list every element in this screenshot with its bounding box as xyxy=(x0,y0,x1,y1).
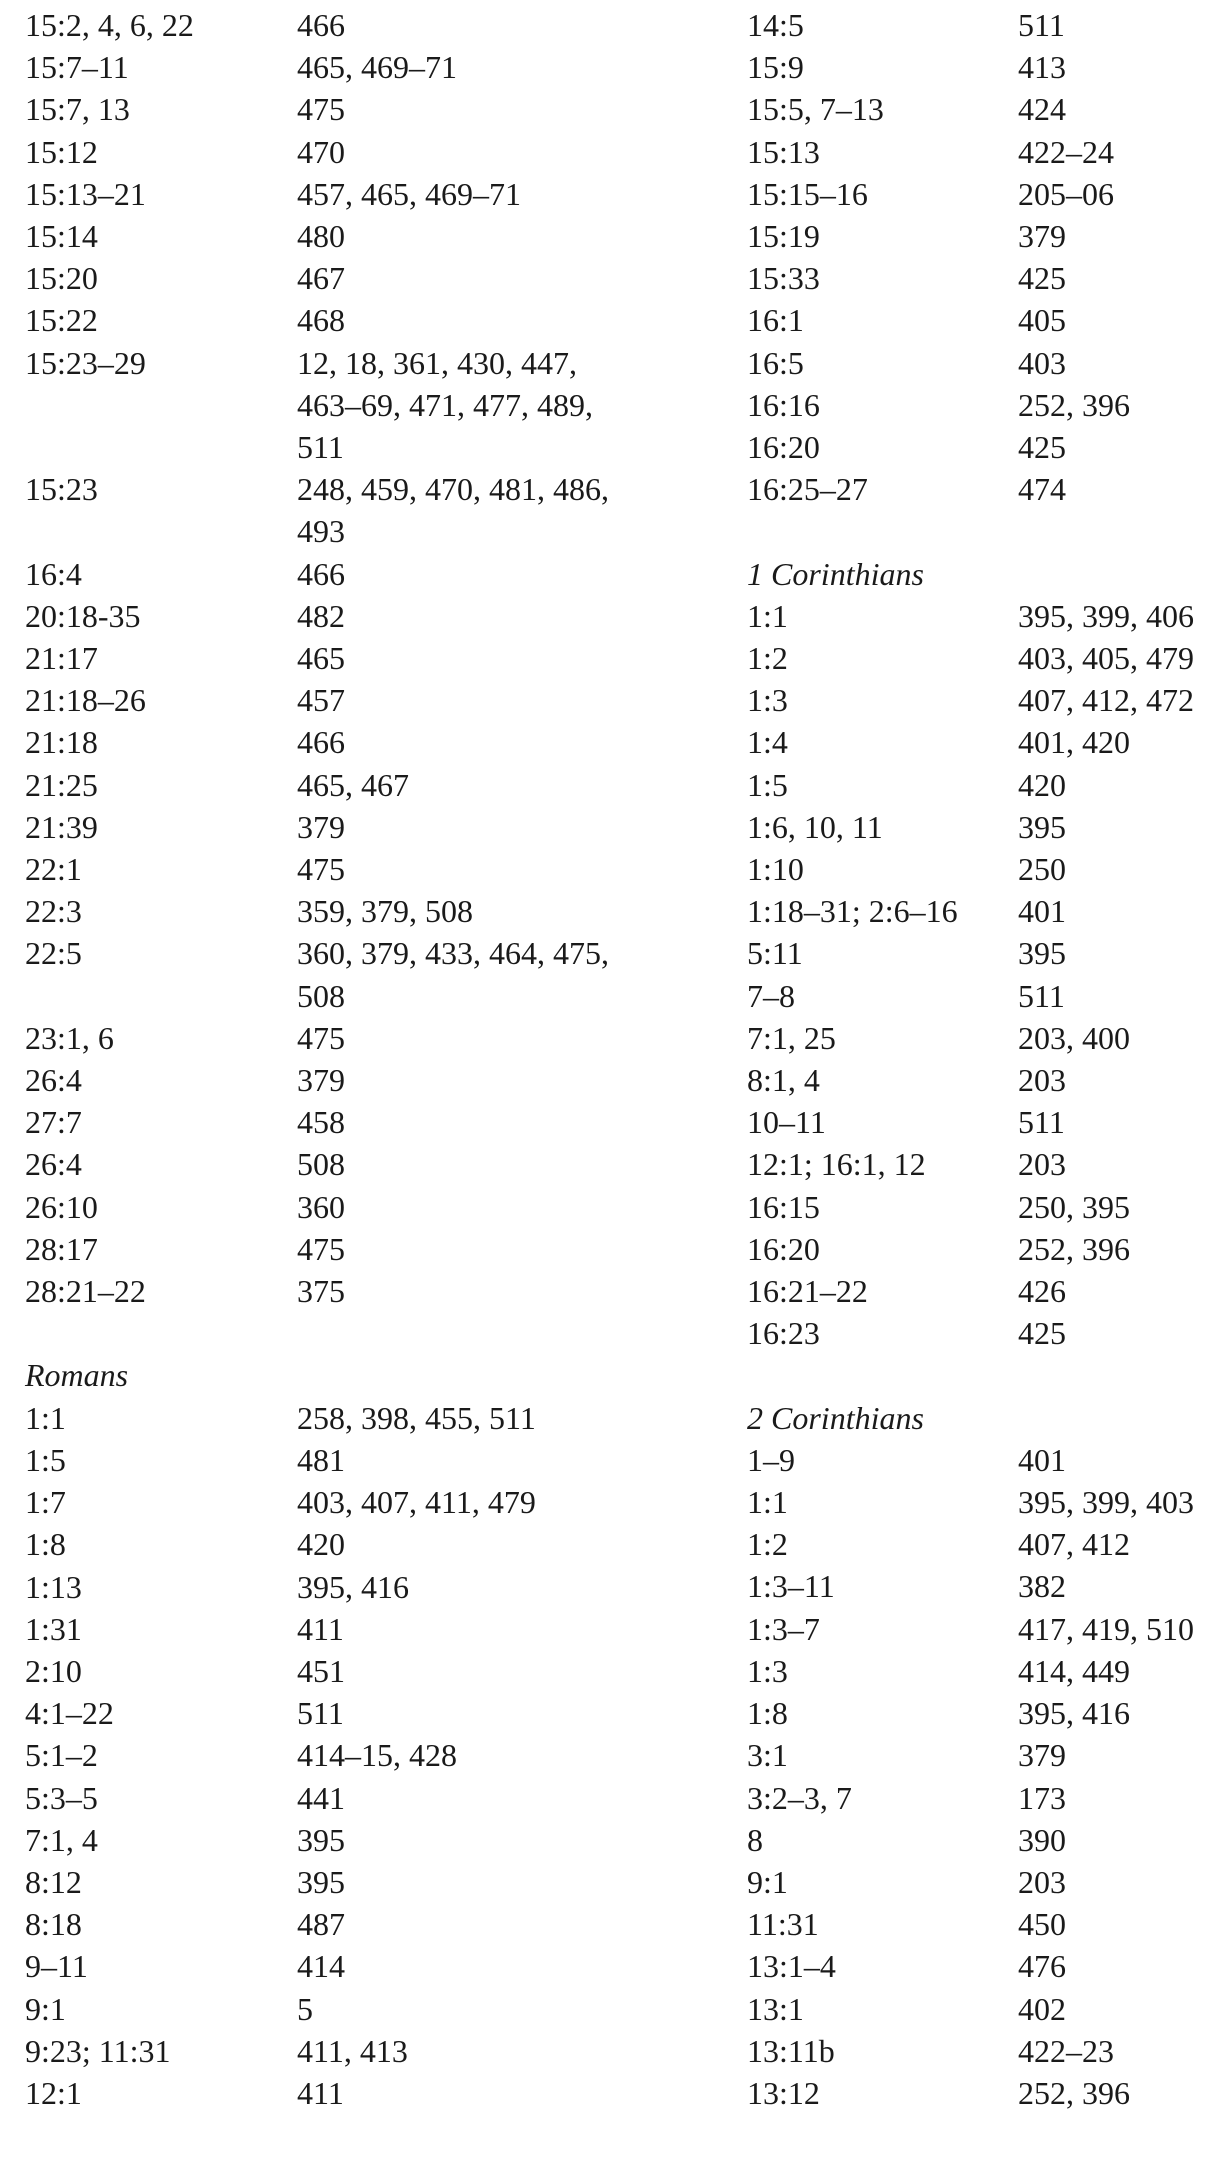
scripture-reference: 13:12 xyxy=(747,2074,820,2111)
page-numbers: 258, 398, 455, 511 xyxy=(297,1399,536,1436)
scripture-reference: 2:10 xyxy=(25,1652,82,1689)
scripture-reference: 8:12 xyxy=(25,1863,82,1900)
section-gap xyxy=(747,510,1232,552)
scripture-reference: 15:5, 7–13 xyxy=(747,91,884,128)
page-numbers: 508 xyxy=(297,1146,345,1183)
index-entry xyxy=(747,679,1232,721)
index-entry xyxy=(747,890,1232,932)
page-numbers: 465, 469–71 xyxy=(297,49,457,86)
page-numbers: 451 xyxy=(297,1652,345,1689)
page-numbers: 252, 396 xyxy=(1018,386,1130,423)
page-numbers: 395 xyxy=(297,1821,345,1858)
index-entry xyxy=(25,1186,725,1228)
page-numbers: 382 xyxy=(1018,1568,1066,1605)
index-entry xyxy=(25,848,725,890)
scripture-reference: 1:3–7 xyxy=(747,1610,820,1647)
scripture-reference: 14:5 xyxy=(747,7,804,43)
scripture-reference: 22:1 xyxy=(25,851,82,888)
page-numbers: 402 xyxy=(1018,1990,1066,2027)
page-numbers: 457, 465, 469–71 xyxy=(297,175,521,212)
index-entry xyxy=(25,1819,725,1861)
scripture-reference: 21:18–26 xyxy=(25,682,146,719)
scripture-reference: 3:2–3, 7 xyxy=(747,1779,852,1816)
page-numbers: 475 xyxy=(297,1230,345,1267)
index-entry xyxy=(25,299,725,341)
scripture-reference: 16:16 xyxy=(747,386,820,423)
page-numbers: 379 xyxy=(1018,218,1066,255)
index-entry xyxy=(25,1566,725,1608)
index-entry xyxy=(747,46,1232,88)
page-numbers: 466 xyxy=(297,7,345,43)
page-numbers: 250 xyxy=(1018,851,1066,888)
page-numbers: 466 xyxy=(297,555,345,592)
index-entry xyxy=(25,1608,725,1650)
page-numbers: 401 xyxy=(1018,1441,1066,1478)
scripture-reference: 15:13–21 xyxy=(25,175,146,212)
index-entry xyxy=(25,257,725,299)
index-entry xyxy=(25,1143,725,1185)
index-entry xyxy=(747,131,1232,173)
page-numbers: 511 xyxy=(297,1695,344,1732)
index-entry xyxy=(25,468,725,552)
index-entry xyxy=(25,2072,725,2114)
index-entry xyxy=(747,848,1232,890)
scripture-reference: 21:39 xyxy=(25,808,98,845)
page-numbers: 252, 396 xyxy=(1018,2074,1130,2111)
scripture-reference: 1:1 xyxy=(747,597,788,634)
page-numbers: 395, 416 xyxy=(1018,1695,1130,1732)
page-numbers: 468 xyxy=(297,302,345,339)
index-entry xyxy=(747,299,1232,341)
page-numbers: 395 xyxy=(297,1863,345,1900)
index-entry xyxy=(25,215,725,257)
page-numbers: 511 xyxy=(1018,977,1065,1014)
scripture-reference: 9–11 xyxy=(25,1948,88,1985)
index-entry xyxy=(747,1945,1232,1987)
index-entry xyxy=(747,1523,1232,1565)
scripture-reference: 1:6, 10, 11 xyxy=(747,808,883,845)
index-entry xyxy=(25,1988,725,2030)
page-numbers: 511 xyxy=(1018,1104,1065,1141)
index-entry xyxy=(747,4,1232,46)
page-numbers: 414–15, 428 xyxy=(297,1737,457,1774)
scripture-reference: 13:1 xyxy=(747,1990,804,2027)
page-numbers: 203 xyxy=(1018,1062,1066,1099)
index-entry xyxy=(25,1059,725,1101)
index-entry xyxy=(747,764,1232,806)
index-entry xyxy=(747,1101,1232,1143)
scripture-reference: 1:5 xyxy=(25,1441,66,1478)
scripture-reference: 15:19 xyxy=(747,218,820,255)
page-numbers: 395 xyxy=(1018,935,1066,972)
index-entry xyxy=(25,637,725,679)
scripture-reference: 22:3 xyxy=(25,893,82,930)
index-entry xyxy=(25,1777,725,1819)
page-numbers: 407, 412 xyxy=(1018,1526,1130,1563)
scripture-reference: 13:1–4 xyxy=(747,1948,836,1985)
scripture-reference: 8 xyxy=(747,1821,763,1858)
page-numbers: 390 xyxy=(1018,1821,1066,1858)
index-entry xyxy=(25,1903,725,1945)
scripture-reference: 16:15 xyxy=(747,1188,820,1225)
index-entry xyxy=(747,1692,1232,1734)
index-entry xyxy=(747,1988,1232,2030)
scripture-reference: 15:14 xyxy=(25,218,98,255)
index-entry xyxy=(25,1650,725,1692)
scripture-reference: 1:7 xyxy=(25,1484,66,1521)
scripture-reference: 15:15–16 xyxy=(747,175,868,212)
index-entry xyxy=(747,1777,1232,1819)
page-numbers: 465 xyxy=(297,640,345,677)
scripture-reference: 28:21–22 xyxy=(25,1273,146,1310)
page-numbers: 360, 379, 433, 464, 475, 508 xyxy=(297,935,609,1014)
scripture-reference: 3:1 xyxy=(747,1737,788,1774)
index-entry xyxy=(747,173,1232,215)
index-entry xyxy=(25,342,725,469)
page-numbers: 458 xyxy=(297,1104,345,1141)
index-entry xyxy=(747,1903,1232,1945)
page-numbers: 480 xyxy=(297,218,345,255)
page-numbers: 411 xyxy=(297,1610,344,1647)
scripture-reference: 5:11 xyxy=(747,935,803,972)
index-entry xyxy=(25,806,725,848)
page-numbers: 360 xyxy=(297,1188,345,1225)
index-entry xyxy=(747,806,1232,848)
scripture-reference: 1:1 xyxy=(747,1484,788,1521)
scripture-reference: 7–8 xyxy=(747,977,795,1014)
scripture-reference: 12:1 xyxy=(25,2074,82,2111)
scripture-reference: 1:3 xyxy=(747,1652,788,1689)
index-entry xyxy=(747,2030,1232,2072)
page-numbers: 482 xyxy=(297,597,345,634)
page-numbers: 425 xyxy=(1018,260,1066,297)
index-entry xyxy=(25,679,725,721)
scripture-reference: 1:31 xyxy=(25,1610,82,1647)
scripture-reference: 1:8 xyxy=(747,1695,788,1732)
index-entry xyxy=(747,1059,1232,1101)
index-entry xyxy=(747,468,1232,510)
page-numbers: 5 xyxy=(297,1990,313,2027)
index-entry xyxy=(747,1734,1232,1776)
scripture-reference: 1:2 xyxy=(747,1526,788,1563)
scripture-reference: 16:25–27 xyxy=(747,471,868,508)
scripture-reference: 21:25 xyxy=(25,766,98,803)
index-entry xyxy=(25,721,725,763)
page-numbers: 481 xyxy=(297,1441,345,1478)
index-entry xyxy=(747,384,1232,426)
scripture-reference: 1:18–31; 2:6–16 xyxy=(747,893,958,930)
page-numbers: 395, 399, 406 xyxy=(1018,597,1194,634)
index-entry xyxy=(747,637,1232,679)
index-entry xyxy=(747,1819,1232,1861)
index-entry xyxy=(747,1565,1232,1607)
scripture-reference: 1:13 xyxy=(25,1568,82,1605)
scripture-reference: 21:17 xyxy=(25,640,98,677)
scripture-reference: 1:3 xyxy=(747,682,788,719)
scripture-reference: 13:11b xyxy=(747,2032,835,2069)
scripture-reference: 15:12 xyxy=(25,133,98,170)
index-entry xyxy=(25,1523,725,1565)
scripture-reference: 16:1 xyxy=(747,302,804,339)
index-entry xyxy=(25,1439,725,1481)
index-entry xyxy=(747,1608,1232,1650)
page-numbers: 252, 396 xyxy=(1018,1230,1130,1267)
index-entry xyxy=(25,1397,725,1439)
scripture-reference: 15:23–29 xyxy=(25,344,146,381)
scripture-reference: 9:1 xyxy=(25,1990,66,2027)
scripture-reference: 16:20 xyxy=(747,429,820,466)
scripture-reference: 9:1 xyxy=(747,1863,788,1900)
index-entry xyxy=(747,1312,1232,1354)
scripture-reference: 15:7–11 xyxy=(25,49,129,86)
page-numbers: 441 xyxy=(297,1779,345,1816)
page-numbers: 173 xyxy=(1018,1779,1066,1816)
scripture-reference: 8:1, 4 xyxy=(747,1062,820,1099)
index-entry xyxy=(747,426,1232,468)
scripture-reference: 5:3–5 xyxy=(25,1779,98,1816)
scripture-reference: 5:1–2 xyxy=(25,1737,98,1774)
index-entry xyxy=(25,1228,725,1270)
scripture-reference: 16:4 xyxy=(25,555,82,592)
index-entry xyxy=(25,1945,725,1987)
page-numbers: 511 xyxy=(1018,7,1065,43)
index-entry xyxy=(747,88,1232,130)
index-entry xyxy=(747,342,1232,384)
page-numbers: 476 xyxy=(1018,1948,1066,1985)
page-numbers: 424 xyxy=(1018,91,1066,128)
page-numbers: 411 xyxy=(297,2074,344,2111)
scripture-reference: 26:4 xyxy=(25,1062,82,1099)
page-numbers: 450 xyxy=(1018,1906,1066,1943)
scripture-reference: 27:7 xyxy=(25,1104,82,1141)
page-numbers: 426 xyxy=(1018,1273,1066,1310)
scripture-reference: 15:20 xyxy=(25,260,98,297)
scripture-reference: 1:2 xyxy=(747,640,788,677)
page-numbers: 425 xyxy=(1018,1315,1066,1352)
index-entry xyxy=(747,1270,1232,1312)
page-numbers: 411, 413 xyxy=(297,2032,408,2069)
page-numbers: 475 xyxy=(297,851,345,888)
index-entry xyxy=(25,173,725,215)
page-numbers: 375 xyxy=(297,1273,345,1310)
scripture-reference: 1:1 xyxy=(25,1399,66,1436)
scripture-reference: 12:1; 16:1, 12 xyxy=(747,1146,926,1183)
right-column xyxy=(747,4,1232,2114)
page-numbers: 467 xyxy=(297,260,345,297)
page-numbers: 359, 379, 508 xyxy=(297,893,473,930)
page-numbers: 487 xyxy=(297,1906,345,1943)
scripture-reference: 22:5 xyxy=(25,935,82,972)
page-numbers: 395, 416 xyxy=(297,1568,409,1605)
page-numbers: 420 xyxy=(1018,766,1066,803)
page-numbers: 250, 395 xyxy=(1018,1188,1130,1225)
page-numbers: 203 xyxy=(1018,1146,1066,1183)
index-entry xyxy=(747,975,1232,1017)
scripture-reference: 9:23; 11:31 xyxy=(25,2032,171,2069)
index-entry xyxy=(25,932,725,1016)
index-entry xyxy=(747,1650,1232,1692)
scripture-reference: 26:4 xyxy=(25,1146,82,1183)
page-numbers: 403, 405, 479 xyxy=(1018,640,1194,677)
index-entry xyxy=(747,1481,1232,1523)
page-numbers: 413 xyxy=(1018,49,1066,86)
page-numbers: 12, 18, 361, 430, 447, 463–69, 471, 477, 489, 511 xyxy=(297,344,593,466)
page-numbers: 414, 449 xyxy=(1018,1652,1130,1689)
book-heading: Romans xyxy=(25,1357,129,1394)
page-numbers: 466 xyxy=(297,724,345,761)
index-entry xyxy=(747,1186,1232,1228)
page-numbers: 379 xyxy=(297,1062,345,1099)
index-entry xyxy=(747,1439,1232,1481)
page-numbers: 395 xyxy=(1018,808,1066,845)
index-entry xyxy=(25,88,725,130)
scripture-reference: 15:13 xyxy=(747,133,820,170)
scripture-reference: 16:20 xyxy=(747,1230,820,1267)
scripture-reference: 28:17 xyxy=(25,1230,98,1267)
section-gap xyxy=(747,1354,1232,1396)
index-entry xyxy=(747,1228,1232,1270)
scripture-reference: 8:18 xyxy=(25,1906,82,1943)
scripture-reference: 15:7, 13 xyxy=(25,91,130,128)
scripture-reference: 7:1, 4 xyxy=(25,1821,98,1858)
index-entry xyxy=(25,890,725,932)
scripture-reference: 1:4 xyxy=(747,724,788,761)
scripture-reference: 1:8 xyxy=(25,1526,66,1563)
page-numbers: 405 xyxy=(1018,302,1066,339)
scripture-reference: 15:22 xyxy=(25,302,98,339)
scripture-reference: 1:3–11 xyxy=(747,1568,835,1605)
page-numbers: 420 xyxy=(297,1526,345,1563)
page-numbers: 401 xyxy=(1018,893,1066,930)
scripture-reference: 1:5 xyxy=(747,766,788,803)
index-entry xyxy=(25,595,725,637)
page-numbers: 422–23 xyxy=(1018,2032,1114,2069)
page-numbers: 414 xyxy=(297,1948,345,1985)
index-entry xyxy=(747,1017,1232,1059)
page-numbers: 379 xyxy=(297,808,345,845)
index-entry xyxy=(747,215,1232,257)
page-numbers: 403 xyxy=(1018,344,1066,381)
index-entry xyxy=(25,46,725,88)
page-numbers: 465, 467 xyxy=(297,766,409,803)
scripture-reference: 4:1–22 xyxy=(25,1695,114,1732)
scripture-reference: 15:2, 4, 6, 22 xyxy=(25,7,194,43)
page-numbers: 407, 412, 472 xyxy=(1018,682,1194,719)
left-column xyxy=(25,4,725,2114)
index-entry xyxy=(747,932,1232,974)
scripture-reference: 1:10 xyxy=(747,851,804,888)
index-entry xyxy=(25,764,725,806)
page-numbers: 470 xyxy=(297,133,345,170)
scripture-reference: 26:10 xyxy=(25,1188,98,1225)
page-numbers: 203 xyxy=(1018,1863,1066,1900)
section-gap xyxy=(25,1312,725,1354)
scripture-reference: 11:31 xyxy=(747,1906,819,1943)
index-entry xyxy=(747,1143,1232,1185)
index-entry xyxy=(25,4,725,46)
page-numbers: 475 xyxy=(297,1019,345,1056)
index-entry xyxy=(747,257,1232,299)
index-entry xyxy=(25,1270,725,1312)
page-numbers: 395, 399, 403 xyxy=(1018,1484,1194,1521)
page-numbers: 422–24 xyxy=(1018,133,1114,170)
scripture-reference: 15:23 xyxy=(25,471,98,508)
scripture-reference: 10–11 xyxy=(747,1104,826,1141)
index-entry xyxy=(25,2030,725,2072)
page-numbers: 475 xyxy=(297,91,345,128)
scripture-reference: 16:23 xyxy=(747,1315,820,1352)
index-entry xyxy=(25,1101,725,1143)
page-numbers: 248, 459, 470, 481, 486, 493 xyxy=(297,471,609,550)
page-numbers: 203, 400 xyxy=(1018,1019,1130,1056)
scripture-reference: 16:21–22 xyxy=(747,1273,868,1310)
book-heading: 2 Corinthians xyxy=(747,1399,924,1436)
scripture-reference: 21:18 xyxy=(25,724,98,761)
index-entry xyxy=(747,1861,1232,1903)
page-numbers: 379 xyxy=(1018,1737,1066,1774)
page-numbers: 474 xyxy=(1018,471,1066,508)
scripture-reference: 1–9 xyxy=(747,1441,795,1478)
scripture-reference: 7:1, 25 xyxy=(747,1019,836,1056)
page-numbers: 205–06 xyxy=(1018,175,1114,212)
index-entry xyxy=(25,1861,725,1903)
index-entry xyxy=(25,1734,725,1776)
index-entry xyxy=(25,1481,725,1523)
index-entry xyxy=(25,1692,725,1734)
page-numbers: 457 xyxy=(297,682,345,719)
index-entry xyxy=(25,131,725,173)
page-numbers: 403, 407, 411, 479 xyxy=(297,1484,536,1521)
scripture-reference: 23:1, 6 xyxy=(25,1019,114,1056)
index-entry xyxy=(25,1017,725,1059)
page-numbers: 417, 419, 510 xyxy=(1018,1610,1194,1647)
index-entry xyxy=(25,553,725,595)
scripture-reference: 15:33 xyxy=(747,260,820,297)
index-entry xyxy=(747,721,1232,763)
page-numbers: 425 xyxy=(1018,429,1066,466)
index-entry xyxy=(747,595,1232,637)
book-heading: 1 Corinthians xyxy=(747,555,924,592)
index-entry xyxy=(747,2072,1232,2114)
scripture-reference: 16:5 xyxy=(747,344,804,381)
page-numbers: 401, 420 xyxy=(1018,724,1130,761)
scripture-reference: 20:18-35 xyxy=(25,597,141,634)
scripture-reference: 15:9 xyxy=(747,49,804,86)
